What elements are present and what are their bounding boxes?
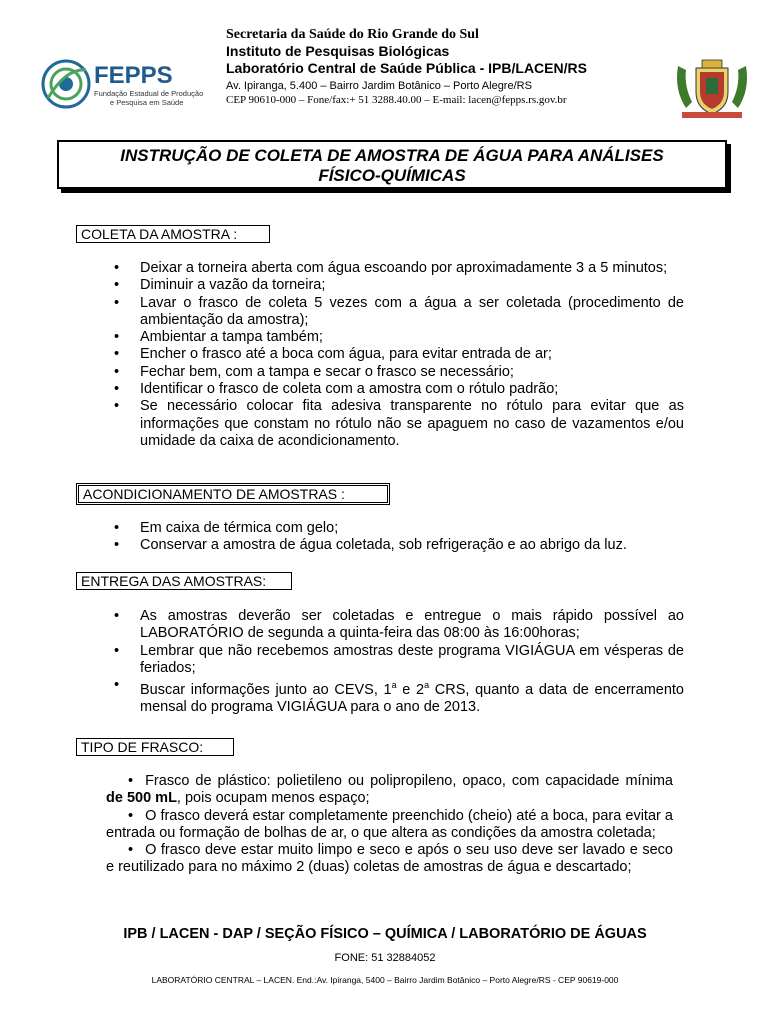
coleta-item-1: • Deixar a torneira aberta com água escoando por aproximadamente 3 a 5 minutos; <box>114 260 684 277</box>
state-crest-image <box>672 56 752 120</box>
footer-phone: FONE: 51 32884052 <box>334 952 436 964</box>
logo-subtitle-1: Fundação Estadual de Produção <box>94 89 204 98</box>
coleta-list <box>114 260 684 450</box>
fepps-logo <box>40 58 210 114</box>
footer-title: IPB / LACEN - DAP / SEÇÃO FÍSICO – QUÍMICA / LABORATÓRIO DE ÁGUAS <box>123 926 647 942</box>
frasco-item-3-text: O frasco deve estar muito limpo e seco e após o seu uso deve ser lavado e seco e reutilizado para no máximo 2 (duas) coletas de amostras de água e descartado; <box>106 842 673 876</box>
document-title-line-1: INSTRUÇÃO DE COLETA DE AMOSTRA DE ÁGUA PARA ANÁLISES <box>120 146 664 165</box>
footer-address: LABORATÓRIO CENTRAL – LACEN. End.:Av. Ipiranga, 5400 – Bairro Jardim Botânico – Porto Alegre/RS - CEP 90619-000 <box>151 975 619 985</box>
header-instituto: Instituto de Pesquisas Biológicas <box>226 43 450 59</box>
entrega-item-1: • As amostras deverão ser coletadas e entregue o mais rápido possível ao LABORATÓRIO de segunda a quinta-feira das 08:00 às 16:00horas; <box>114 608 684 643</box>
section-heading-coleta: COLETA DA AMOSTRA : <box>76 225 270 243</box>
bullet-icon: • <box>128 807 134 824</box>
document-title-box <box>57 140 727 189</box>
header-contact: CEP 90610-000 – Fone/fax:+ 51 3288.40.00 – E-mail: lacen@fepps.rs.gov.br <box>226 94 567 106</box>
frasco-item-1-bold: de 500 mL <box>106 790 177 807</box>
entrega-item-3-text-b: e 2 <box>396 682 425 699</box>
frasco-item-2-text: O frasco deverá estar completamente preenchido (cheio) até a boca, para evitar a entrada ou formação de bolhas de ar, o que altera as condições da amostra coletada; <box>106 807 673 841</box>
header-secretaria: Secretaria da Saúde do Rio Grande do Sul <box>226 27 479 42</box>
bullet-icon: • <box>128 842 134 859</box>
acondicionamento-list <box>114 520 684 555</box>
bullet-icon: • <box>128 773 134 789</box>
coleta-item-7: • Identificar o frasco de coleta com a amostra com o rótulo padrão; <box>114 381 684 398</box>
coleta-item-5: • Encher o frasco até a boca com água, para evitar entrada de ar; <box>114 346 684 363</box>
frasco-item-3 <box>106 842 673 877</box>
coleta-item-4: • Ambientar a tampa também; <box>114 329 684 346</box>
frasco-paragraphs <box>106 773 673 877</box>
frasco-item-1 <box>106 773 673 808</box>
coleta-item-2: • Diminuir a vazão da torneira; <box>114 277 684 294</box>
frasco-item-1-text-b: , pois ocupam menos espaço; <box>176 790 370 807</box>
entrega-item-3-sup-1: a <box>391 680 397 691</box>
acondicionamento-item-2: • Conservar a amostra de água coletada, sob refrigeração e ao abrigo da luz. <box>114 537 684 554</box>
entrega-item-3-text-c: CRS, quanto a data de encerramento mensal do programa VIGIÁGUA para o ano de 2013. <box>140 682 684 716</box>
coleta-item-8: • Se necessário colocar fita adesiva transparente no rótulo para evitar que as informações que constam no rótulo não se apaguem no caso de vazamentos e/ou umidade da caixa de acondicionamento. <box>114 398 684 450</box>
coleta-item-3: • Lavar o frasco de coleta 5 vezes com a água a ser coletada (procedimento de ambientação da amostra); <box>114 295 684 330</box>
frasco-item-2 <box>106 808 673 843</box>
entrega-item-3-sup-2: a <box>424 680 430 691</box>
acondicionamento-item-1: • Em caixa de térmica com gelo; <box>114 520 684 537</box>
entrega-item-3 <box>114 677 684 716</box>
section-heading-acondicionamento: ACONDICIONAMENTO DE AMOSTRAS : <box>76 483 390 505</box>
section-heading-frasco: TIPO DE FRASCO: <box>76 738 234 756</box>
entrega-list <box>114 608 684 717</box>
entrega-item-3-text-a: Buscar informações junto ao CEVS, 1 <box>140 682 392 699</box>
document-title-line-2: FÍSICO-QUÍMICAS <box>318 166 466 185</box>
header-address: Av. Ipiranga, 5.400 – Bairro Jardim Botânico – Porto Alegre/RS <box>226 80 532 92</box>
entrega-item-2: • Lembrar que não recebemos amostras deste programa VIGIÁGUA em vésperas de feriados; <box>114 643 684 678</box>
frasco-item-1-text-a: Frasco de plástico: polietileno ou polipropileno, opaco, com capacidade mínima <box>145 773 673 789</box>
header-laboratorio: Laboratório Central de Saúde Pública - IPB/LACEN/RS <box>226 60 587 76</box>
section-heading-entrega: ENTREGA DAS AMOSTRAS: <box>76 572 292 590</box>
coleta-item-6: • Fechar bem, com a tampa e secar o frasco se necessário; <box>114 364 684 381</box>
logo-subtitle-2: e Pesquisa em Saúde <box>110 98 184 107</box>
logo-text: FEPPS <box>94 62 173 89</box>
